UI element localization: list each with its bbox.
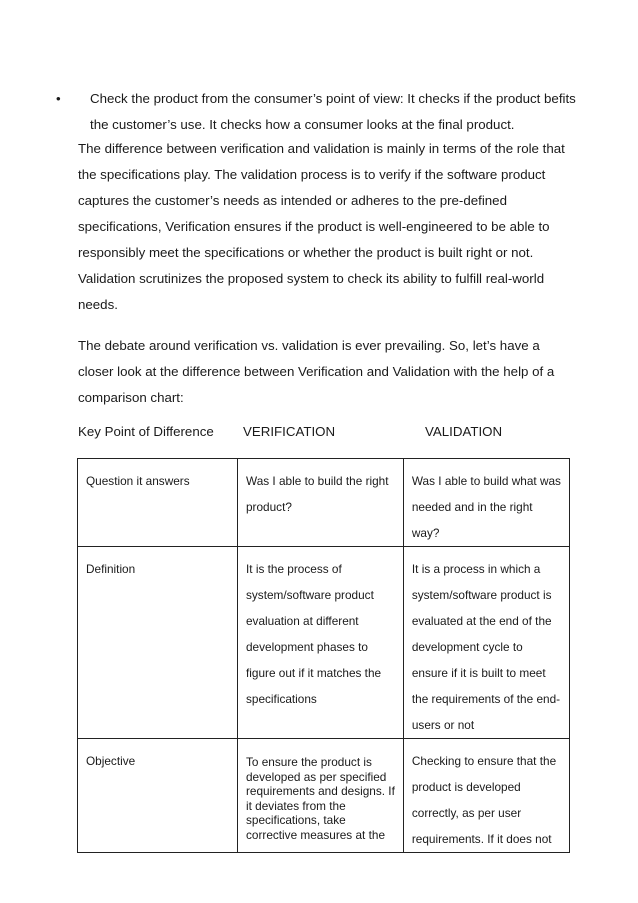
bullet-dot: • <box>56 91 61 106</box>
bullet-item <box>56 86 576 138</box>
cell-verification <box>238 459 404 547</box>
cell-text: specifications <box>246 692 317 706</box>
cell-text: Checking to ensure that the <box>411 754 557 768</box>
cell-text: figure out if it matches the <box>246 666 382 680</box>
paragraph-line: the specifications play. The validation process is to verify if the software product <box>78 167 546 182</box>
paragraph-line: closer look at the difference between Verification and Validation with the help of a <box>78 364 555 379</box>
cell-text: It is a process in which a <box>411 562 541 576</box>
cell-text: correctly, as per user <box>411 806 522 820</box>
header-verification: VERIFICATION <box>243 424 336 439</box>
cell-text: the requirements of the end- <box>411 692 561 706</box>
cell-text: requirements. If it does not <box>411 832 552 846</box>
paragraph-line: Validation scrutinizes the proposed system to check its ability to fulfill real-world <box>78 271 545 286</box>
paragraph-difference <box>78 136 578 318</box>
cell-verification <box>238 739 404 853</box>
cell-key <box>78 739 238 853</box>
cell-text: it deviates from the <box>246 798 346 813</box>
paragraph-debate <box>78 333 578 411</box>
cell-text: specifications, take <box>246 813 346 827</box>
bullet-line: Check the product from the consumer’s point of view: It checks if the product befits <box>90 91 576 106</box>
cell-text: system/software product <box>246 588 374 602</box>
cell-text: system/software product is <box>411 588 552 602</box>
paragraph-line: comparison chart: <box>78 390 184 405</box>
cell-text: Question it answers <box>86 474 190 488</box>
cell-text: way? <box>411 526 440 540</box>
cell-text: It is the process of <box>246 562 342 576</box>
cell-key <box>78 459 238 547</box>
cell-text: product? <box>246 500 292 514</box>
paragraph-line: The debate around verification vs. validation is ever prevailing. So, let’s have a <box>78 338 540 353</box>
cell-text: development cycle to <box>411 640 523 654</box>
cell-text: evaluated at the end of the <box>411 614 552 628</box>
cell-validation <box>403 547 569 739</box>
cell-text: Definition <box>86 562 136 576</box>
cell-text: product is developed <box>411 780 521 794</box>
cell-text: development phases to <box>246 640 368 654</box>
comparison-table <box>77 458 570 853</box>
table-row <box>78 739 570 853</box>
paragraph-line: The difference between verification and validation is mainly in terms of the role that <box>78 141 565 156</box>
header-key-point: Key Point of Difference <box>78 424 214 439</box>
cell-key <box>78 547 238 739</box>
cell-text: users or not <box>411 718 475 732</box>
comparison-header <box>78 424 578 444</box>
header-validation: VALIDATION <box>425 424 503 439</box>
cell-text: corrective measures at the <box>246 827 385 842</box>
cell-text: evaluation at different <box>246 614 359 628</box>
cell-verification <box>238 547 404 739</box>
cell-text: Was I able to build what was <box>411 474 561 488</box>
cell-text: requirements and designs. If <box>246 784 395 798</box>
cell-text: ensure if it is built to meet <box>411 666 546 680</box>
cell-text: To ensure the product is <box>246 755 372 769</box>
cell-text: Objective <box>86 754 136 768</box>
bullet-line: the customer’s use. It checks how a consumer looks at the final product. <box>90 117 515 132</box>
paragraph-line: captures the customer’s needs as intended or adheres to the pre-defined <box>78 193 507 208</box>
table-row <box>78 459 570 547</box>
paragraph-line: needs. <box>78 297 118 312</box>
cell-text: needed and in the right <box>411 500 533 514</box>
paragraph-line: specifications, Verification ensures if the product is well-engineered to be able to <box>78 219 550 234</box>
bullet-text <box>90 86 576 138</box>
cell-text: developed as per specified <box>246 769 387 784</box>
cell-validation <box>403 459 569 547</box>
table-row <box>78 547 570 739</box>
cell-text: Was I able to build the right <box>246 474 389 488</box>
paragraph-line: responsibly meet the specifications or whether the product is built right or not. <box>78 245 534 260</box>
cell-validation <box>403 739 569 853</box>
